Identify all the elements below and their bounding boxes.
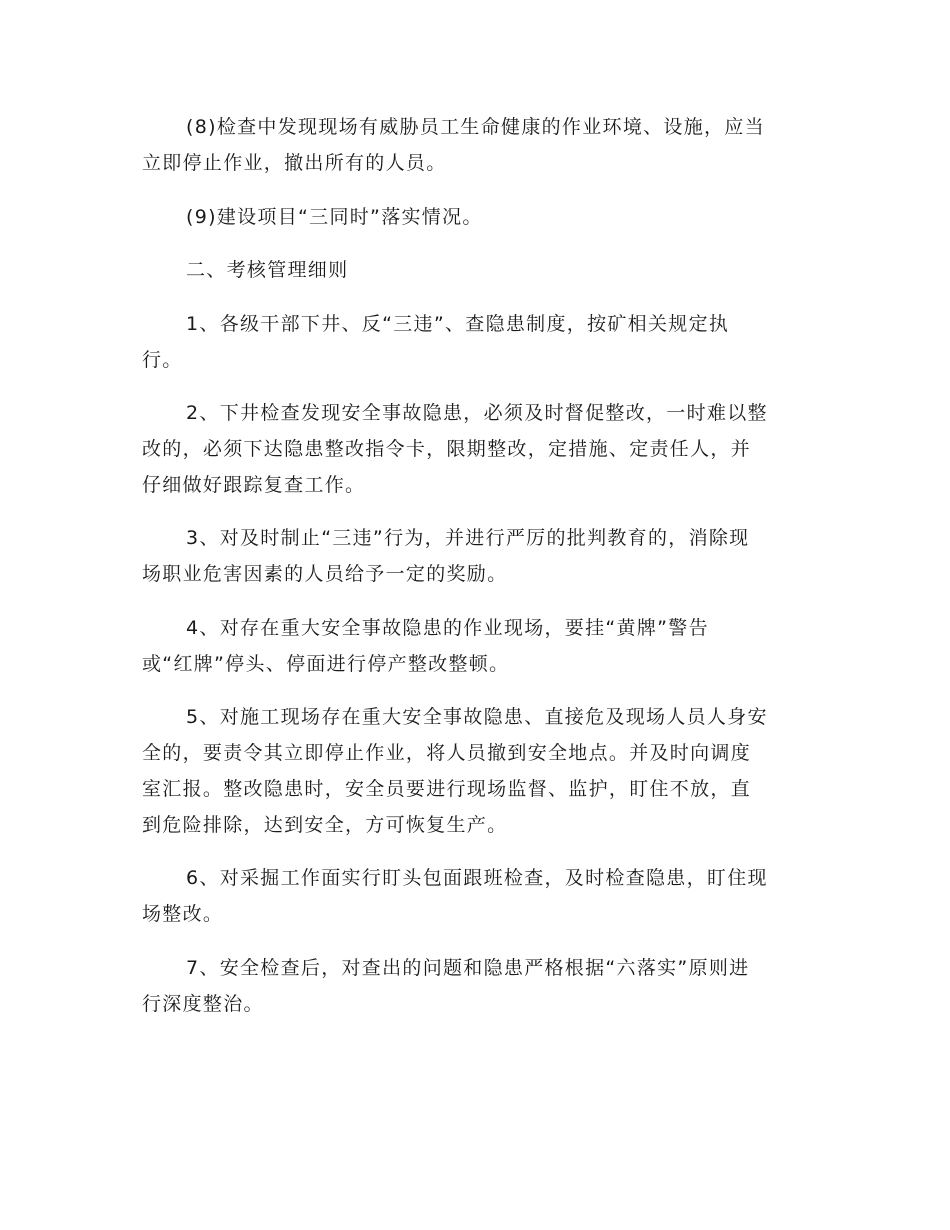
text-line: 场职业危害因素的人员给予一定的奖励。 <box>142 563 508 585</box>
text-line: 6、对采掘工作面实行盯头包面跟班检查，及时检查隐患，盯住现 <box>186 867 768 889</box>
paragraph-rule-5 <box>142 699 814 843</box>
text-line: 场整改。 <box>142 903 224 925</box>
text-line: 到危险排除，达到安全，方可恢复生产。 <box>142 814 508 836</box>
text-line: 4、对存在重大安全事故隐患的作业现场，要挂“黄牌”警告 <box>186 617 709 639</box>
text-line: 改的，必须下达隐患整改指令卡，限期整改，定措施、定责任人，并 <box>142 438 752 460</box>
paragraph-rule-6 <box>142 860 814 932</box>
paragraph-rule-1 <box>142 306 814 378</box>
paragraph-rule-3 <box>142 520 814 592</box>
text-line: 行深度整治。 <box>142 993 264 1015</box>
text-line: 5、对施工现场存在重大安全事故隐患、直接危及现场人员人身安 <box>186 706 768 728</box>
section-heading <box>142 252 814 288</box>
text-line: 行。 <box>142 349 183 371</box>
paragraph-item-9 <box>142 199 814 235</box>
text-line: 3、对及时制止“三违”行为，并进行严厉的批判教育的，消除现 <box>186 527 750 549</box>
paragraph-rule-7 <box>142 950 814 1022</box>
text-line: 室汇报。整改隐患时，安全员要进行现场监督、监护，盯住不放，直 <box>142 778 752 800</box>
text-line: 或“红牌”停头、停面进行停产整改整顿。 <box>142 653 510 675</box>
paragraph-item-8 <box>142 109 814 181</box>
paragraph-rule-2 <box>142 395 814 503</box>
text-line: 仔细做好跟踪复查工作。 <box>142 474 366 496</box>
text-line: 1、各级干部下井、反“三违”、查隐患制度，按矿相关规定执 <box>186 313 730 335</box>
text-line: 全的，要责令其立即停止作业，将人员撤到安全地点。并及时向调度 <box>142 742 752 764</box>
text-line: (9)建设项目“三同时”落实情况。 <box>186 206 483 228</box>
text-line: 7、安全检查后，对查出的问题和隐患严格根据“六落实”原则进 <box>186 957 750 979</box>
text-line: 2、下井检查发现安全事故隐患，必须及时督促整改，一时难以整 <box>186 402 768 424</box>
text-line: 二、考核管理细则 <box>186 259 349 281</box>
text-line: 立即停止作业，撤出所有的人员。 <box>142 152 447 174</box>
text-line: (8)检查中发现现场有威胁员工生命健康的作业环境、设施，应当 <box>186 116 765 138</box>
paragraph-rule-4 <box>142 610 814 682</box>
